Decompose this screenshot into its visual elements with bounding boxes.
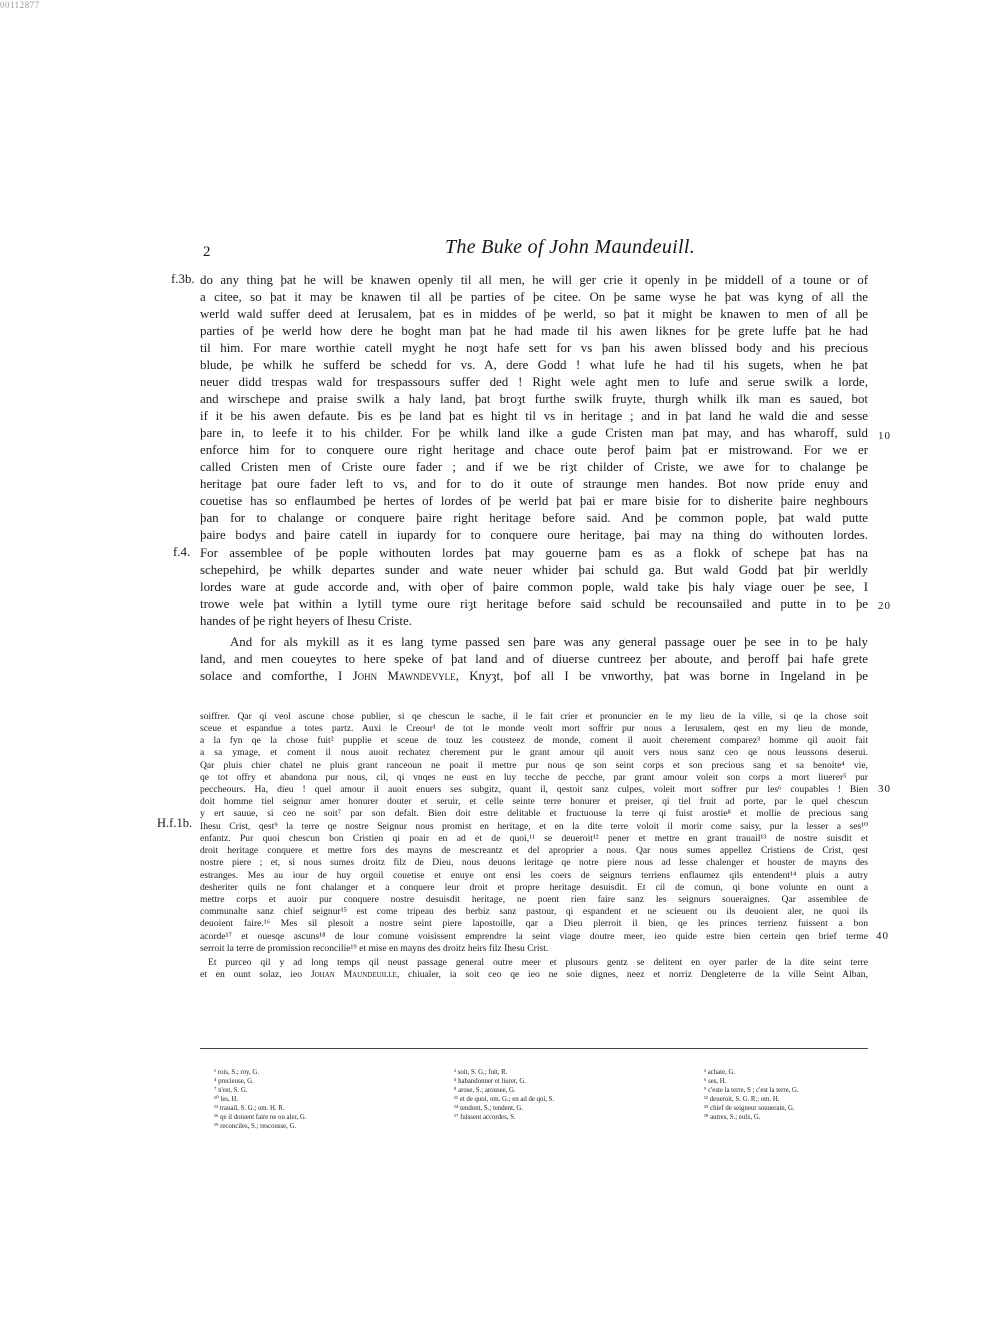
french-line: estranges. Mes au iour de huy orgoil couetise et enuye ont ensi les coers de seignurs terriens enflaumez qils entendent¹⁴ pluis a autry xyxy=(200,870,868,881)
footnote: ¹⁷ fuissent accordes, S. xyxy=(454,1114,516,1121)
french-line: droit heritage conquere et mettre fors des mayns de mescreantz et del aproprier a nous. Qar nous sumes appellez Cristiens de Crist, qest xyxy=(200,845,868,856)
french-line-part: , chiualer, ia soit ceo qe ieo ne soie dignes, neez et norriz Dengleterre de la ville Seint Alban, xyxy=(396,969,868,980)
margin-ref-hf1b: H.f.1b. xyxy=(157,816,193,830)
main-line: þan for to chalange or conquere þaire right heritage before said. And þe common pople, þat wald putte xyxy=(200,511,868,525)
main-line: werld wald suffer deed at Ierusalem, þat es in middes of þe werld, so þat it might be knawen to men of all þe xyxy=(200,307,868,321)
main-line: And for als mykill as it es lang tyme passed sen þare was any general passage ouer þe see in to þe haly xyxy=(230,635,868,649)
footnote: ⁹ c'este la terre, S ; c'est la terre, G. xyxy=(704,1087,799,1094)
main-line: land, and men coueytes to here speke of þat land and of diuerse cuntreez þer aboute, and þeroff þai hafe grete xyxy=(200,652,868,666)
french-line: nostre piere ; et, si nous sumes droitz filz de Dieu, nous deuons leritage qe notre piere nous ad lesse chalenger et houster de mayns des xyxy=(200,857,868,868)
line-number-30: 30 xyxy=(878,783,891,795)
french-line: y ert sauue, si ceo ne soit⁷ par son defalt. Bien doit estre delitable et fructuouse la terre qi fuist arostie⁸ et mollie de precious sang xyxy=(200,808,868,819)
french-line: a sa ymage, et coment il nous auoit rechatez cherement pur le grant amour qil auoit vers nous sanz ceo qe nous leussons deserui. xyxy=(200,747,868,758)
footnote: ¹⁶ qe il doiuent faire ne ou aler, G. xyxy=(214,1114,307,1121)
main-line: handes of þe right heyers of Ihesu Criste. xyxy=(200,614,412,628)
main-line: a citee, so þat it may be knawen til all þe parties of þe citee. On þe same wyse he þat was kyng of all the xyxy=(200,290,868,304)
footnote: ⁸ arose, S.; arousee, G. xyxy=(454,1087,516,1094)
author-name-french: Johan Maundeuille xyxy=(310,969,397,980)
main-line: couetise has so enflaumbed þe hertes of lordes of þe werld þat þai er mare bisie for to disherite þaire neghbours xyxy=(200,494,868,508)
footnote: ⁶ ses, H. xyxy=(704,1078,727,1085)
main-line-with-author-name xyxy=(200,668,868,685)
running-title: The Buke of John Maundeuill. xyxy=(444,236,695,258)
french-line: peccheours. Ha, dieu ! quel amour il auoit enuers ses subgitz, quant il, qestoit sanz culpes, voleit mort soffrer pur les⁶ coupables ! Bien xyxy=(200,784,868,795)
french-line: sceue et espandue a totes partz. Auxi le Creour¹ de tot le monde veolt mort soffrir pur nous a Ierusalem, qest en my lieu de monde, xyxy=(200,723,868,734)
footnote: ¹⁰ les, H. xyxy=(214,1096,239,1103)
margin-ref-f3b: f.3b. xyxy=(171,272,195,286)
line-number-40: 40 xyxy=(876,930,889,942)
main-line: lordes ware at gude accorde and, with oþer of þaire common pople, wald take þis haly viage ouer þe see, I xyxy=(200,580,868,594)
main-line: neuer didd trespas wald for trespassours suffer ded ! Right wele aght men to lufe and serue swilk a lorde, xyxy=(200,375,868,389)
french-line-part: et en ount solaz, ieo xyxy=(200,969,303,980)
french-line: Ihesu Crist, qest⁹ la terre qe nostre Seignur nous promist en heritage, et en la dite terre voloit il morir come saisy, pur la lesser a ses¹⁰ xyxy=(200,821,868,832)
footnote: ⁷ n'est, S. G. xyxy=(214,1087,248,1094)
main-line: parties of þe werld how dere he boght man þat he had made til his awen liknes for þe grete luffe þat he had xyxy=(200,324,868,338)
french-line: qe tot offry et abandona pur nous, cil, qi vnqes ne eust en luy tecche de pecche, par grant amour voleit son corps a mort liuerer⁵ pur xyxy=(200,772,868,783)
main-line: þare in, to leefe it to his childer. For þe whilk land ilke a gude Cristen man þat may, and has wharoff, suld xyxy=(200,426,868,440)
french-line: a la fyn qe la chose fuit² pupplie et sceue de touz les cousteez de monde, coment il auoit cherement comparez³ homme qil auoit fait xyxy=(200,735,868,746)
footnote: ¹⁴ tendont, S.; tendent, G. xyxy=(454,1105,523,1112)
footnote: ¹² deueroit, S. G. R.; om. H. xyxy=(704,1096,780,1103)
corner-catalog-id: 00112877 xyxy=(0,0,40,10)
french-line: acorde¹⁷ et ouesqe ascuns¹⁸ de lour comune voisissent emprendre la seint viage doutre meer, ieo quide estre bien certein qen brief terme xyxy=(200,931,868,942)
main-line: schepehird, þe whilk departes sunder and wate neuer whider þai schuld ga. But wald Godd þat þir werldly xyxy=(200,563,868,577)
main-line: called Cristen men of Criste oure fader ; and if we be riȝt childer of Criste, we awe for to chalange þe xyxy=(200,460,868,474)
margin-ref-f4: f.4. xyxy=(173,545,191,559)
main-line: blude, þe whilk he sufferd be schedd for vs. A, dere Godd ! what lufe he had til his sugets, when he þat xyxy=(200,358,868,372)
footnote: ² soit, S. G.; fuit, R. xyxy=(454,1069,508,1076)
main-line-part: , Knyȝt, þof all I be vnworthy, þat was borne in Ingeland in þe xyxy=(455,669,868,683)
french-line: Qar pluis chier chatel ne pluis grant ranceoun ne poait il mettre pur nous qe son seint corps et son precious sang et sa benoite⁴ vie, xyxy=(200,760,868,771)
footnote-divider xyxy=(200,1048,868,1049)
footnote: ³ achate, G. xyxy=(704,1069,736,1076)
main-line: heritage þat oure fader left to vs, and for to do it oute of straunge men handes. Bot now pride enuy and xyxy=(200,477,868,491)
footnote: ⁵ habandonner et liurer, G. xyxy=(454,1078,526,1085)
french-line: soiffrer. Qar qi veol ascune chose publier, si qe chescun le sache, il le fait crier et pronuncier en le my lieu de la ville, si qe la chose soit xyxy=(200,711,868,722)
footnote: ¹⁹ reconciles, S.; rescousse, G. xyxy=(214,1123,297,1130)
french-line: desheriter quils ne font chalanger et a conquere leur droit et propre heritage desuisdit. Et cil de comun, qi bone volunte en ount a xyxy=(200,882,868,893)
footnote: ¹¹ et de quoi, om. G.; en ad de qoi, S. xyxy=(454,1096,555,1103)
french-line-with-author-name xyxy=(200,969,868,981)
main-line: For assemblee of þe pople withouten lordes þat may gouerne þam es as a flokk of schepe þat has na xyxy=(200,546,868,560)
main-line: þaire bodys and þaire catell in iupardy for to conquere oure heritage, þai may na thing do withouten lordes. xyxy=(200,528,868,542)
french-line: enfantz. Pur quoi chescun bon Cristien qi poair en ad et de quoi,¹¹ se deueroit¹² pener et mettre en grant trauail¹³ de nostre suisdit et xyxy=(200,833,868,844)
page-number: 2 xyxy=(203,244,211,260)
french-line: doit homme tiel seignur amer honurer douter et seruir, et celle seinte terre honurer et preiser, qi tiel fruit ad porte, par le quel chescun xyxy=(200,796,868,807)
author-name: John Mawndevyle xyxy=(352,669,456,683)
footnote: ⁴ precieuse, G. xyxy=(214,1078,254,1085)
french-line: deuoient faire.¹⁶ Mes sil plesoit a nostre seint piere lapostoille, qar a Dieu plerroit il bien, qe les princes terrienz fuissent a bon xyxy=(200,918,868,929)
footnote: ¹⁸ autres, S.; eulx, G. xyxy=(704,1114,761,1121)
french-line: communalte sanz chief seignur¹⁵ est come tripeau des berbiz sanz pastour, qi espandent et ne scieuent ou ils deuoient aler, ne quoi ils xyxy=(200,906,868,917)
main-line: do any thing þat he will be knawen openly til all men, he will ger crie it openly in þe middell of a toune or of xyxy=(200,273,868,287)
main-line: enforce him for to conquere oure right heritage and chace oute þerof þaim þat er mistrowand. For we er xyxy=(200,443,868,457)
french-line: Et purceo qil y ad long temps qil neust passage general outre meer et plusours gentz se delitent en oyer parler de la dite seint terre xyxy=(208,957,868,968)
main-line: and wirschepe and praise swilk a haly land, þat broȝt furthe swilk fruyte, thurgh whilk ilk man es saued, bot xyxy=(200,392,868,406)
french-line: serroit la terre de promission reconcilie¹⁹ et mise en mayns des droitz heirs filz Ihesu Crist. xyxy=(200,943,549,954)
main-line: til him. For mare worthie catell myght he noȝt hafe sett for vs þan his awen blissed body and his precious xyxy=(200,341,868,355)
line-number-20: 20 xyxy=(878,600,891,612)
main-line-part: solace and comforthe, I xyxy=(200,669,343,683)
line-number-10: 10 xyxy=(878,430,891,442)
footnote: ¹ rois, S.; roy, G. xyxy=(214,1069,260,1076)
french-line: mettre corps et auoir pur conquere nostre desuisdit heritage, ne poent rien faire sanz les seignurs soueraignes. Qar assemblee de xyxy=(200,894,868,905)
footnote: ¹³ trauail, S. G.; om. H. R. xyxy=(214,1105,285,1112)
footnote: ¹⁵ chief de seigneur souuerain, G. xyxy=(704,1105,795,1112)
main-line: if it be his awen defaute. Þis es þe land þat es hight til vs in heritage ; and in þat land he wald die and sesse xyxy=(200,409,868,423)
main-line: trowe wele þat within a lytill tyme oure riȝt heritage before said schuld be recounsailed and putte in to þe xyxy=(200,597,868,611)
